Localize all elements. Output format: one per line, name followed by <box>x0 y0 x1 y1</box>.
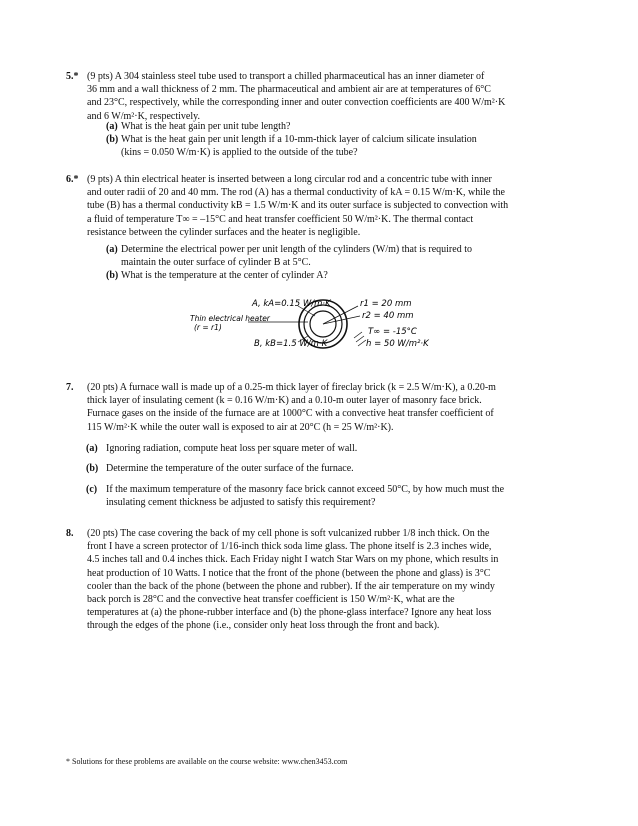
text-line: tube (B) has a thermal conductivity kB = 1.5 W/m·K and its outer surface is subjected to convection with <box>87 200 509 212</box>
part-label: (a) <box>106 244 118 255</box>
problem-text <box>87 173 576 239</box>
problem-text <box>87 70 576 123</box>
problem-number: 7. <box>66 382 74 393</box>
label-heater: Thin electrical heater <box>190 314 270 323</box>
problem-text <box>87 527 576 633</box>
text-line: (kins = 0.050 W/m·K) is applied to the outside of the tube? <box>121 147 358 159</box>
text-line: If the maximum temperature of the masonry face brick cannot exceed 50°C, by how much must the <box>106 484 505 495</box>
label-heater-position: (r = r1) <box>194 323 222 332</box>
text-line: thick layer of insulating cement (k = 0.16 W/m·K) and a 0.10-m outer layer of masonry face brick. <box>87 395 482 407</box>
problem-number: 8. <box>66 528 74 539</box>
label-cylinder-b: B, kB=1.5 W/m·K <box>254 339 328 349</box>
text-line: back porch is 28°C and the convective heat transfer coefficient is 150 W/m²·K, what are the <box>87 594 455 606</box>
part-label: (a) <box>106 121 118 132</box>
label-r2: r2 = 40 mm <box>362 311 414 321</box>
text-line: (20 pts) The case covering the back of my cell phone is soft vulcanized rubber 1/8 inch thick. On the <box>87 528 490 539</box>
text-line: maintain the outer surface of cylinder B at 5°C. <box>121 257 311 269</box>
text-line: through the edges of the phone (i.e., consider only heat loss through the front and back). <box>87 620 440 632</box>
part-label: (b) <box>86 463 99 474</box>
text-line: and 6 W/m²·K, respectively. <box>87 110 200 122</box>
text-line: heat production of 10 Watts. I notice that the front of the phone (between the phone and glass) is 3°C <box>87 567 491 579</box>
text-line: What is the heat gain per unit tube length? <box>121 121 291 132</box>
text-line: Furnace gases on the inside of the furnace are at 1000°C with a convective heat transfer coefficient of <box>87 408 494 420</box>
problem-text <box>87 381 576 434</box>
text-line: Determine the electrical power per unit length of the cylinders (W/m) that is required to <box>121 244 472 255</box>
problem-number: 5.* <box>66 71 79 82</box>
label-t-infinity: T∞ = -15°C <box>368 327 417 337</box>
text-line: insulating cement thickness be adjusted to satisfy this requirement? <box>106 497 376 509</box>
part-label: (b) <box>106 134 119 145</box>
text-line: a fluid of temperature T∞ = –15°C and heat transfer coefficient 50 W/m²·K. The thermal contact <box>87 213 474 225</box>
text-line: and 23°C, respectively, while the corresponding inner and outer convection coefficients are 400 W/m²·K <box>87 97 506 109</box>
label-cylinder-a: A, kA=0.15 W/m·K <box>252 299 331 309</box>
text-line: 115 W/m²·K while the outer wall is exposed to air at 20°C (h = 25 W/m²·K). <box>87 421 394 433</box>
text-line: (9 pts) A thin electrical heater is inserted between a long circular rod and a concentric tube with inner <box>87 174 492 185</box>
text-line: temperatures at (a) the phone-rubber interface and (b) the phone-glass interface? Ignore any heat loss <box>87 607 492 619</box>
text-line: cooler than the back of the phone (between the phone and rubber). If the air temperature on my windy <box>87 580 495 592</box>
text-line: 4.5 inches tall and 0.4 inches thick. Each Friday night I watch Star Wars on my phone, which results in <box>87 554 499 566</box>
label-r1: r1 = 20 mm <box>360 299 412 309</box>
text-line: What is the temperature at the center of cylinder A? <box>121 270 328 281</box>
problem-number: 6.* <box>66 174 79 185</box>
text-line: Ignoring radiation, compute heat loss per square meter of wall. <box>106 443 358 454</box>
part-label: (a) <box>86 443 98 454</box>
text-line: and outer radii of 20 and 40 mm. The rod (A) has a thermal conductivity of kA = 0.15 W/m·K, while the <box>87 187 505 199</box>
concentric-cylinder-figure <box>188 294 460 354</box>
label-h: h = 50 W/m²·K <box>366 339 429 349</box>
text-line: resistance between the cylinder surfaces and the heater is negligible. <box>87 226 361 238</box>
text-line: (20 pts) A furnace wall is made up of a 0.25-m thick layer of fireclay brick (k = 2.5 W/m·K), a 0.20-m <box>87 382 496 393</box>
text-line: front I have a screen protector of 1/16-inch thick soda lime glass. The phone itself is 2.3 inches wide, <box>87 541 492 553</box>
text-line: 36 mm and a wall thickness of 2 mm. The pharmaceutical and ambient air are at temperatures of 6°C <box>87 84 491 96</box>
text-line: What is the heat gain per unit length if a 10-mm-thick layer of calcium silicate insulation <box>121 134 477 145</box>
part-label: (c) <box>86 484 98 495</box>
text-line: (9 pts) A 304 stainless steel tube used to transport a chilled pharmaceutical has an inner diameter of <box>87 71 485 82</box>
footnote: * Solutions for these problems are available on the course website: www.chen3453.com <box>66 757 348 766</box>
convection-arrows-icon <box>354 332 366 346</box>
part-label: (b) <box>106 270 119 281</box>
text-line: Determine the temperature of the outer surface of the furnace. <box>106 463 354 474</box>
